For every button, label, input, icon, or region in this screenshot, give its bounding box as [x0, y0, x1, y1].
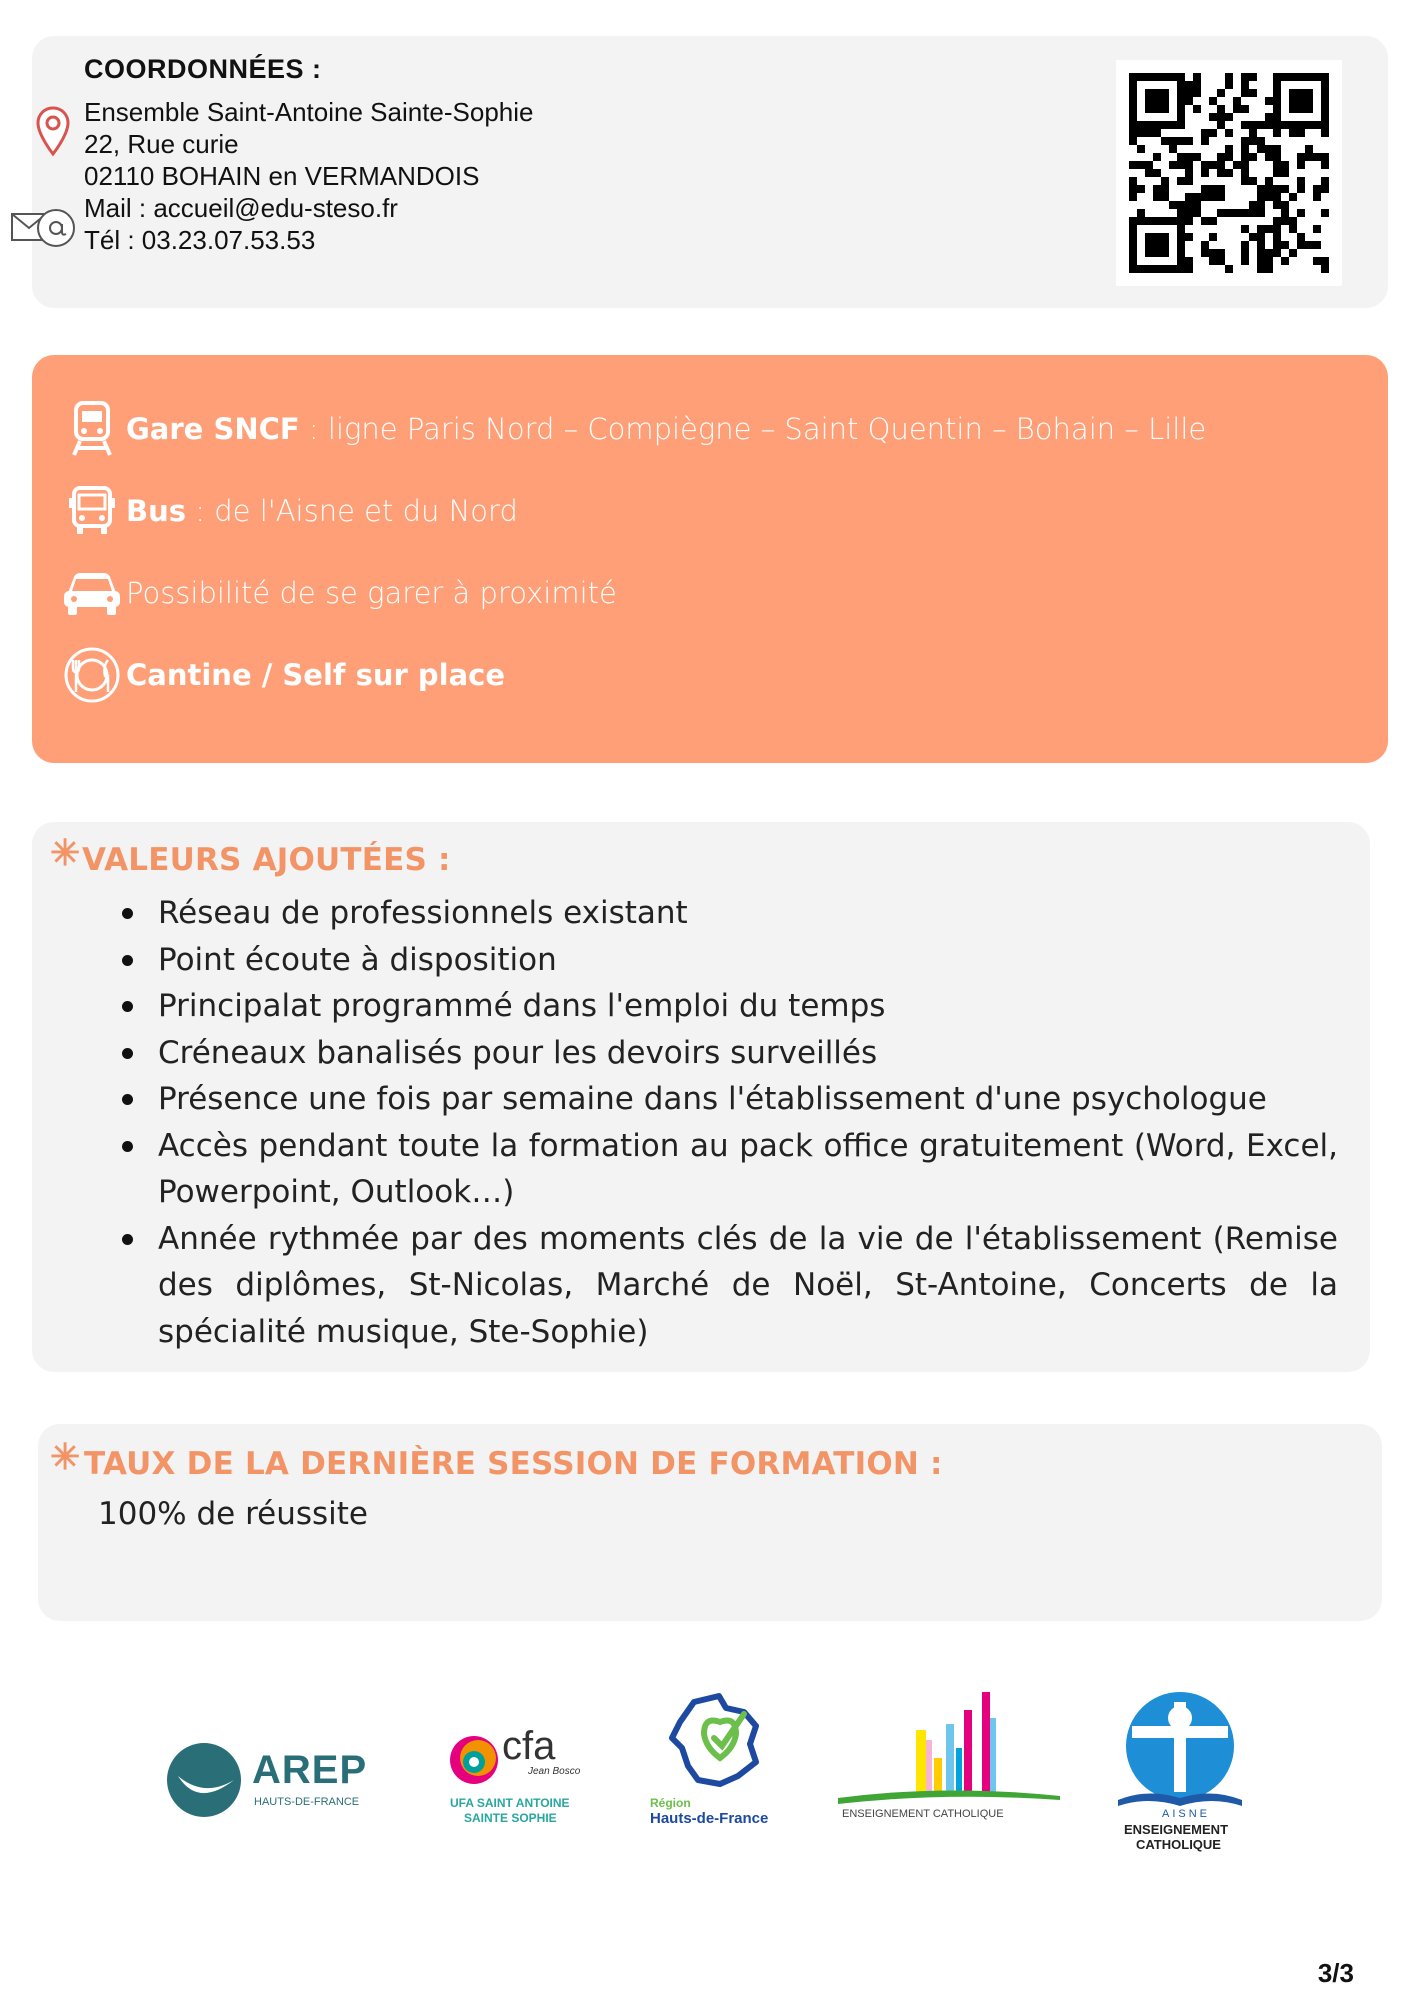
contact-line-mail[interactable]: Mail : accueil@edu-steso.fr	[84, 193, 398, 223]
cfa-script: Jean Bosco	[528, 1766, 581, 1777]
success-rate-title: TAUX DE LA DERNIÈRE SESSION DE FORMATION :	[84, 1446, 943, 1482]
region-line1: Région	[650, 1796, 691, 1810]
bus-icon	[60, 481, 124, 541]
page-number: 3/3	[1317, 1958, 1354, 1988]
enseignement-catholique-logo	[834, 1688, 1064, 1838]
cutlery-plate-icon	[60, 645, 124, 705]
email-at-icon	[10, 204, 78, 254]
arep-sub: HAUTS-DE-FRANCE	[254, 1796, 360, 1808]
access-parking-text: Possibilité de se garer à proximité	[126, 576, 617, 610]
access-canteen-text: Cantine / Self sur place	[126, 658, 506, 692]
aisne-line3: CATHOLIQUE	[1136, 1837, 1221, 1852]
access-item-parking	[60, 563, 617, 623]
added-values-list	[158, 890, 1338, 1355]
list-item: Réseau de professionnels existant	[158, 890, 1338, 937]
access-train-text: Gare SNCF : ligne Paris Nord – Compiègne – Saint Quentin – Bohain – Lille	[126, 412, 1207, 446]
cfa-sub1: UFA SAINT ANTOINE	[450, 1796, 570, 1810]
location-pin-icon	[36, 106, 70, 158]
list-item: Accès pendant toute la formation au pack office gratuitement (Word, Excel, Powerpoint, Outlook…)	[158, 1123, 1338, 1216]
asterisk-icon: ✳	[50, 832, 81, 873]
car-icon	[60, 563, 124, 623]
list-item: Année rythmée par des moments clés de la vie de l'établissement (Remise des diplômes, St-Nicolas, Marché de Noël, St-Antoine, Concerts de la spécialité musique, Ste-Sophie)	[158, 1216, 1338, 1356]
asterisk-icon: ✳	[50, 1436, 81, 1477]
arep-name: AREP	[252, 1748, 368, 1792]
contact-line-city: 02110 BOHAIN en VERMANDOIS	[84, 161, 480, 191]
arep-logo	[164, 1740, 394, 1820]
contact-line-phone[interactable]: Tél : 03.23.07.53.53	[84, 225, 316, 255]
aisne-line2: ENSEIGNEMENT	[1124, 1822, 1229, 1837]
access-item-canteen	[60, 645, 505, 705]
cfa-sub2: SAINTE SOPHIE	[464, 1811, 557, 1825]
added-values-card	[32, 822, 1370, 1372]
cfa-logo	[442, 1724, 594, 1828]
access-item-train	[60, 399, 1206, 459]
qr-code[interactable]	[1116, 60, 1342, 286]
contact-line-street: 22, Rue curie	[84, 129, 239, 159]
aisne-line1: AISNE	[1162, 1808, 1211, 1820]
added-values-title: VALEURS AJOUTÉES :	[82, 842, 451, 878]
list-item: Point écoute à disposition	[158, 937, 1338, 984]
success-rate-value: 100% de réussite	[98, 1496, 369, 1532]
access-info-card	[32, 355, 1388, 763]
enseignement-name: ENSEIGNEMENT CATHOLIQUE	[842, 1808, 1004, 1820]
contact-line-school: Ensemble Saint-Antoine Sainte-Sophie	[84, 97, 534, 127]
access-item-bus	[60, 481, 518, 541]
train-icon	[60, 399, 124, 459]
contact-card	[32, 36, 1388, 308]
region-line2: Hauts-de-France	[650, 1810, 769, 1827]
list-item: Présence une fois par semaine dans l'établissement d'une psychologue	[158, 1076, 1338, 1123]
contact-title: COORDONNÉES :	[84, 54, 322, 84]
access-bus-text: Bus : de l'Aisne et du Nord	[126, 494, 518, 528]
list-item: Principalat programmé dans l'emploi du temps	[158, 983, 1338, 1030]
success-rate-card	[38, 1424, 1382, 1621]
list-item: Créneaux banalisés pour les devoirs surveillés	[158, 1030, 1338, 1077]
region-hdf-logo	[648, 1692, 798, 1826]
cfa-name: cfa	[502, 1724, 556, 1768]
aisne-enseignement-logo	[1108, 1688, 1248, 1866]
